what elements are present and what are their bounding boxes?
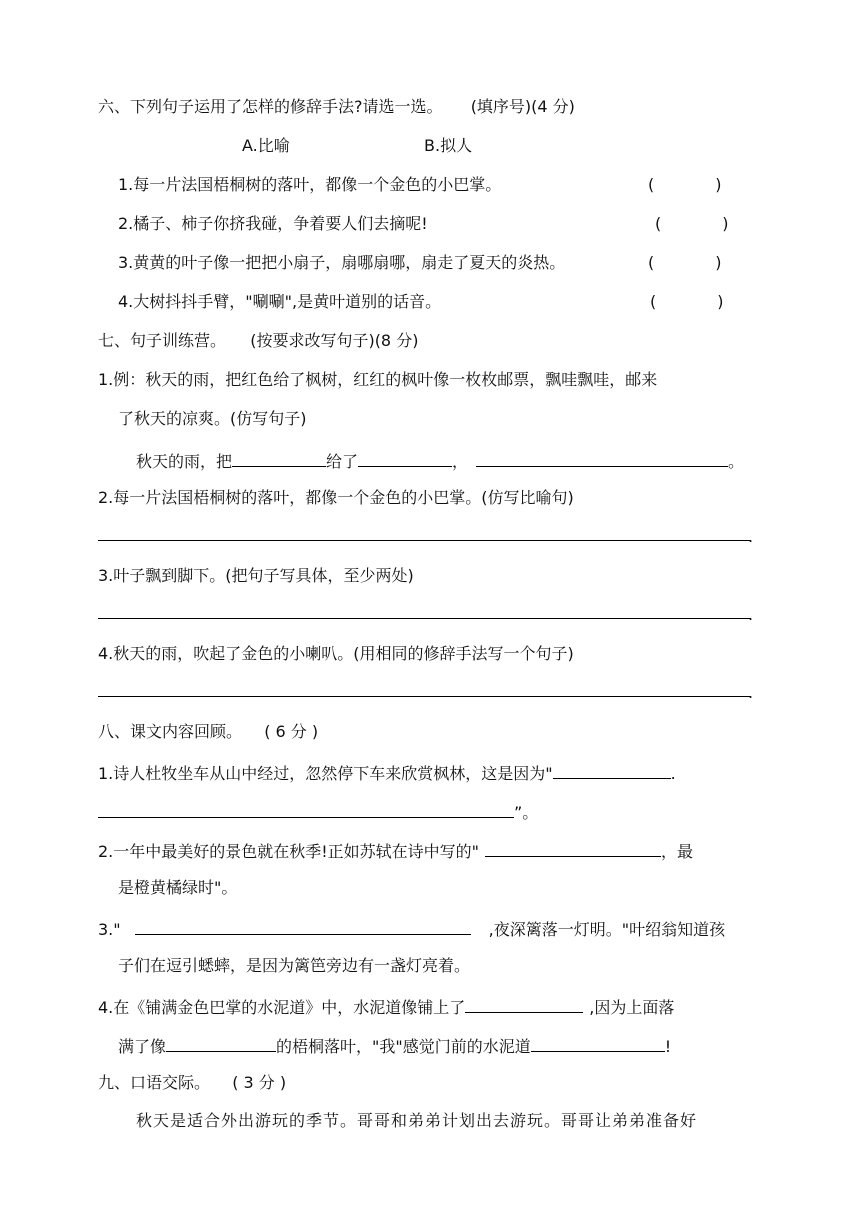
s8-q3 [98,916,725,941]
answer-blank-s8-q4c[interactable] [531,1033,665,1052]
s8-q3-line2: 子们在逗引蟋蟀，是因为篱笆旁边有一盏灯亮着。 [118,956,471,975]
section-9-title: 九、口语交际。 [98,1073,211,1092]
s6-item-2: 2.橘子、柿子你挤我碰，争着要人们去摘呢! [118,214,428,233]
s8-q4-line2-end: ! [664,1037,672,1056]
answer-line-q4[interactable] [98,696,750,697]
q4-period: . [748,683,754,702]
s8-q1 [98,760,676,785]
s8-q4-line2-text: 满了像 [118,1037,167,1056]
answer-blank-3[interactable] [476,448,728,467]
s8-q2-text: 2.一年中最美好的景色就在秋季!正如苏轼在诗中写的" [98,842,480,861]
answer-blank-s8-q1a[interactable] [553,760,671,779]
answer-paren-4[interactable]: ( ) [650,292,724,311]
section-7-title: 七、句子训练营。 [98,331,227,350]
s8-q2 [98,838,693,863]
option-b: B.拟人 [424,136,473,155]
s7-q1-line2: 了秋天的凉爽。(仿写句子) [118,409,307,428]
answer-blank-s8-q4b[interactable] [166,1033,276,1052]
s7-q1-fill [136,448,744,473]
answer-line-q3[interactable] [98,618,750,619]
answer-blank-s8-q1b[interactable] [98,799,514,818]
answer-blank-1[interactable] [232,448,326,467]
answer-blank-2[interactable] [358,448,452,467]
fill-text-end: 。 [728,452,745,471]
s8-q4-text: 4.在《铺满金色巴掌的水泥道》中，水泥道像铺上了 [98,998,466,1017]
s8-q3-text: 3." [98,920,121,939]
answer-blank-s8-q4a[interactable] [465,994,583,1013]
section-6-title: 六、下列句子运用了怎样的修辞手法?请选一选。 [98,97,443,116]
s7-q1-line1: 1.例：秋天的雨，把红色给了枫树，红红的枫叶像一枚枚邮票，飘哇飘哇，邮来 [98,370,658,389]
section-8-title: 八、课文内容回顾。 [98,722,243,741]
s7-q2: 2.每一片法国梧桐树的落叶，都像一个金色的小巴掌。(仿写比喻句) [98,488,574,507]
section-8-heading [98,721,318,743]
s8-q1-dot: . [670,764,676,783]
s8-q1-end: ”。 [514,803,539,822]
section-8-note: ( 6 分 ) [264,722,319,741]
s7-q4: 4.秋天的雨，吹起了金色的小喇叭。(用相同的修辞手法写一个句子) [98,644,574,663]
s6-item-1: 1.每一片法国梧桐树的落叶，都像一个金色的小巴掌。 [118,175,502,194]
answer-line-q2[interactable] [98,540,750,541]
answer-blank-s8-q2[interactable] [485,838,661,857]
s8-q2-line2: 是橙黄橘绿时"。 [118,878,238,897]
s9-paragraph: 秋天是适合外出游玩的季节。哥哥和弟弟计划出去游玩。哥哥让弟弟准备好 [136,1111,698,1130]
s8-q1-line2 [98,799,538,824]
section-6-note: (填序号)(4 分) [470,97,575,116]
s6-item-3: 3.黄黄的叶子像一把把小扇子，扇哪扇哪，扇走了夏天的炎热。 [118,253,566,272]
s8-q4 [98,994,674,1019]
s7-q3: 3.叶子飘到脚下。(把句子写具体，至少两处) [98,566,414,585]
answer-paren-2[interactable]: ( ) [655,214,729,233]
s8-q1-text: 1.诗人杜牧坐车从山中经过，忽然停下车来欣赏枫林，这是因为" [98,764,553,783]
s8-q4-line2 [118,1033,671,1058]
s8-q2-text-b: ，最 [661,842,694,861]
fill-text-a: 秋天的雨，把 [136,452,233,471]
fill-text-c: ， [452,452,469,471]
answer-blank-s8-q3[interactable] [135,916,471,935]
s8-q4-text-b: ,因为上面落 [589,998,675,1017]
s6-item-4: 4.大树抖抖手臂，"唰唰",是黄叶道别的话音。 [118,292,442,311]
section-9-heading [98,1072,286,1094]
answer-paren-3[interactable]: ( ) [648,253,722,272]
section-7-heading [98,330,418,352]
section-6-heading [98,96,575,118]
q2-period: . [748,527,754,546]
s8-q3-text-b: ,夜深篱落一灯明。"叶绍翁知道孩 [488,920,726,939]
section-7-note: (按要求改写句子)(8 分) [250,331,419,350]
s8-q4-line2-text-b: 的梧桐落叶，"我"感觉门前的水泥道 [276,1037,531,1056]
q3-period: . [748,605,754,624]
option-a: A.比喻 [242,136,290,155]
section-9-note: ( 3 分 ) [232,1073,287,1092]
fill-text-b: 给了 [326,452,359,471]
answer-paren-1[interactable]: ( ) [648,175,722,194]
